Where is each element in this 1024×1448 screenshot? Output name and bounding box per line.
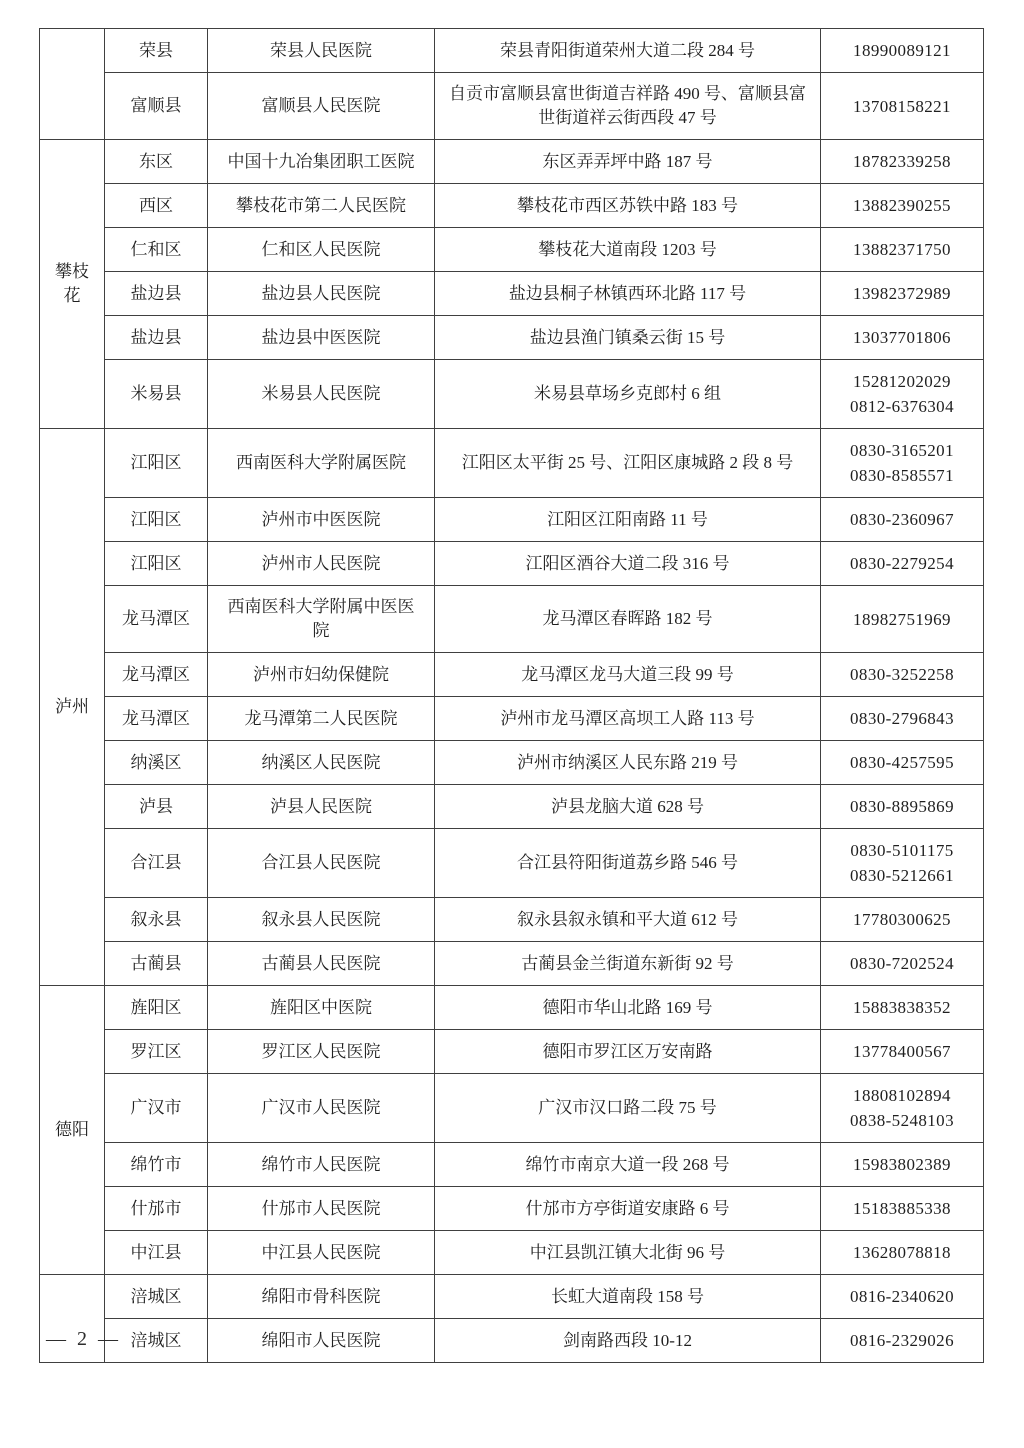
hospital-cell: 广汉市人民医院 xyxy=(208,1074,435,1143)
hospital-cell: 龙马潭第二人民医院 xyxy=(208,697,435,741)
address-cell: 龙马潭区龙马大道三段 99 号 xyxy=(435,653,821,697)
hospital-table-body xyxy=(40,29,984,1363)
district-cell: 盐边县 xyxy=(105,316,208,360)
phone-line: 13882390255 xyxy=(853,196,951,215)
phone-cell xyxy=(821,1030,984,1074)
phone-cell xyxy=(821,228,984,272)
city-cell: 攀枝花 xyxy=(40,140,105,429)
address-cell: 泸州市龙马潭区高坝工人路 113 号 xyxy=(435,697,821,741)
phone-cell xyxy=(821,1231,984,1275)
address-cell: 攀枝花大道南段 1203 号 xyxy=(435,228,821,272)
hospital-cell: 富顺县人民医院 xyxy=(208,73,435,140)
phone-line: 0838-5248103 xyxy=(850,1111,954,1130)
phone-cell xyxy=(821,942,984,986)
hospital-cell: 纳溪区人民医院 xyxy=(208,741,435,785)
table-row xyxy=(40,498,984,542)
district-cell: 江阳区 xyxy=(105,498,208,542)
table-row xyxy=(40,228,984,272)
phone-cell xyxy=(821,1187,984,1231)
district-cell: 东区 xyxy=(105,140,208,184)
address-cell: 广汉市汉口路二段 75 号 xyxy=(435,1074,821,1143)
table-row xyxy=(40,898,984,942)
hospital-cell: 泸县人民医院 xyxy=(208,785,435,829)
phone-cell xyxy=(821,586,984,653)
phone-line: 0830-5212661 xyxy=(850,866,954,885)
district-cell: 仁和区 xyxy=(105,228,208,272)
table-row xyxy=(40,360,984,429)
phone-cell xyxy=(821,785,984,829)
table-row xyxy=(40,429,984,498)
table-row xyxy=(40,316,984,360)
phone-line: 13708158221 xyxy=(853,96,951,116)
hospital-table xyxy=(39,28,984,1363)
phone-line: 0816-2329026 xyxy=(850,1331,954,1350)
hospital-cell: 荣县人民医院 xyxy=(208,29,435,73)
district-cell: 江阳区 xyxy=(105,542,208,586)
city-cell xyxy=(40,29,105,140)
district-cell: 泸县 xyxy=(105,785,208,829)
district-cell: 旌阳区 xyxy=(105,986,208,1030)
phone-cell xyxy=(821,140,984,184)
hospital-cell: 旌阳区中医院 xyxy=(208,986,435,1030)
hospital-cell: 西南医科大学附属医院 xyxy=(208,429,435,498)
address-cell: 绵竹市南京大道一段 268 号 xyxy=(435,1143,821,1187)
table-row xyxy=(40,1074,984,1143)
district-cell: 荣县 xyxy=(105,29,208,73)
table-row xyxy=(40,1319,984,1363)
address-cell: 米易县草场乡克郎村 6 组 xyxy=(435,360,821,429)
district-cell: 龙马潭区 xyxy=(105,653,208,697)
phone-line: 18808102894 xyxy=(853,1086,951,1105)
address-cell: 攀枝花市西区苏铁中路 183 号 xyxy=(435,184,821,228)
hospital-cell: 绵阳市骨科医院 xyxy=(208,1275,435,1319)
phone-cell xyxy=(821,653,984,697)
table-row xyxy=(40,29,984,73)
phone-cell xyxy=(821,498,984,542)
table-row xyxy=(40,1143,984,1187)
phone-cell xyxy=(821,1275,984,1319)
phone-line: 13982372989 xyxy=(853,284,951,303)
district-cell: 涪城区 xyxy=(105,1319,208,1363)
city-cell: 德阳 xyxy=(40,986,105,1275)
address-cell: 叙永县叙永镇和平大道 612 号 xyxy=(435,898,821,942)
phone-line: 18982751969 xyxy=(853,609,951,629)
table-row xyxy=(40,542,984,586)
phone-line: 17780300625 xyxy=(853,910,951,929)
district-cell: 合江县 xyxy=(105,829,208,898)
hospital-cell: 仁和区人民医院 xyxy=(208,228,435,272)
table-row xyxy=(40,1275,984,1319)
hospital-cell: 罗江区人民医院 xyxy=(208,1030,435,1074)
address-cell: 合江县符阳街道荔乡路 546 号 xyxy=(435,829,821,898)
hospital-cell: 米易县人民医院 xyxy=(208,360,435,429)
address-cell: 德阳市华山北路 169 号 xyxy=(435,986,821,1030)
address-cell: 长虹大道南段 158 号 xyxy=(435,1275,821,1319)
address-cell: 泸县龙脑大道 628 号 xyxy=(435,785,821,829)
phone-cell xyxy=(821,829,984,898)
hospital-cell: 什邡市人民医院 xyxy=(208,1187,435,1231)
address-cell: 江阳区江阳南路 11 号 xyxy=(435,498,821,542)
phone-cell xyxy=(821,986,984,1030)
table-row xyxy=(40,184,984,228)
phone-cell xyxy=(821,360,984,429)
table-row xyxy=(40,1030,984,1074)
district-cell: 广汉市 xyxy=(105,1074,208,1143)
hospital-cell: 西南医科大学附属中医医院 xyxy=(208,586,435,653)
district-cell: 富顺县 xyxy=(105,73,208,140)
city-cell: 泸州 xyxy=(40,429,105,986)
address-cell: 东区弄弄坪中路 187 号 xyxy=(435,140,821,184)
table-row xyxy=(40,986,984,1030)
phone-line: 13628078818 xyxy=(853,1243,951,1262)
phone-line: 13882371750 xyxy=(853,240,951,259)
phone-cell xyxy=(821,1319,984,1363)
table-row xyxy=(40,73,984,140)
phone-cell xyxy=(821,429,984,498)
phone-line: 0816-2340620 xyxy=(850,1287,954,1306)
table-row xyxy=(40,829,984,898)
phone-line: 18990089121 xyxy=(853,41,951,60)
table-row xyxy=(40,272,984,316)
district-cell: 米易县 xyxy=(105,360,208,429)
phone-line: 0830-7202524 xyxy=(850,954,954,973)
phone-cell xyxy=(821,29,984,73)
address-cell: 荣县青阳街道荣州大道二段 284 号 xyxy=(435,29,821,73)
hospital-cell: 中江县人民医院 xyxy=(208,1231,435,1275)
phone-line: 0830-3165201 xyxy=(850,441,954,460)
hospital-cell: 绵竹市人民医院 xyxy=(208,1143,435,1187)
hospital-cell: 盐边县人民医院 xyxy=(208,272,435,316)
district-cell: 西区 xyxy=(105,184,208,228)
address-cell: 德阳市罗江区万安南路 xyxy=(435,1030,821,1074)
table-row xyxy=(40,942,984,986)
hospital-cell: 泸州市人民医院 xyxy=(208,542,435,586)
district-cell: 什邡市 xyxy=(105,1187,208,1231)
table-row xyxy=(40,1231,984,1275)
phone-line: 0812-6376304 xyxy=(850,397,954,416)
district-cell: 纳溪区 xyxy=(105,741,208,785)
phone-cell xyxy=(821,272,984,316)
hospital-cell: 古蔺县人民医院 xyxy=(208,942,435,986)
district-cell: 古蔺县 xyxy=(105,942,208,986)
phone-line: 0830-2360967 xyxy=(850,510,954,529)
address-cell: 古蔺县金兰街道东新街 92 号 xyxy=(435,942,821,986)
page-number: — 2 — xyxy=(46,1328,121,1350)
hospital-cell: 盐边县中医医院 xyxy=(208,316,435,360)
hospital-cell: 中国十九冶集团职工医院 xyxy=(208,140,435,184)
phone-line: 15183885338 xyxy=(853,1199,951,1218)
table-row xyxy=(40,697,984,741)
phone-line: 15983802389 xyxy=(853,1155,951,1174)
address-cell: 江阳区酒谷大道二段 316 号 xyxy=(435,542,821,586)
phone-cell xyxy=(821,73,984,140)
phone-cell xyxy=(821,184,984,228)
address-cell: 剑南路西段 10-12 xyxy=(435,1319,821,1363)
table-row xyxy=(40,586,984,653)
district-cell: 盐边县 xyxy=(105,272,208,316)
table-row xyxy=(40,653,984,697)
phone-line: 15281202029 xyxy=(853,372,951,391)
district-cell: 龙马潭区 xyxy=(105,586,208,653)
table-row xyxy=(40,1187,984,1231)
district-cell: 涪城区 xyxy=(105,1275,208,1319)
address-cell: 盐边县渔门镇桑云街 15 号 xyxy=(435,316,821,360)
phone-line: 0830-8585571 xyxy=(850,466,954,485)
address-cell: 自贡市富顺县富世街道吉祥路 490 号、富顺县富世街道祥云街西段 47 号 xyxy=(435,73,821,140)
phone-line: 0830-2796843 xyxy=(850,709,954,728)
phone-cell xyxy=(821,697,984,741)
table-row xyxy=(40,785,984,829)
phone-line: 15883838352 xyxy=(853,998,951,1017)
address-cell: 江阳区太平街 25 号、江阳区康城路 2 段 8 号 xyxy=(435,429,821,498)
phone-cell xyxy=(821,316,984,360)
address-cell: 盐边县桐子林镇西环北路 117 号 xyxy=(435,272,821,316)
district-cell: 罗江区 xyxy=(105,1030,208,1074)
district-cell: 绵竹市 xyxy=(105,1143,208,1187)
address-cell: 泸州市纳溪区人民东路 219 号 xyxy=(435,741,821,785)
address-cell: 中江县凯江镇大北街 96 号 xyxy=(435,1231,821,1275)
district-cell: 中江县 xyxy=(105,1231,208,1275)
phone-line: 13778400567 xyxy=(853,1042,951,1061)
address-cell: 龙马潭区春晖路 182 号 xyxy=(435,586,821,653)
district-cell: 龙马潭区 xyxy=(105,697,208,741)
district-cell: 江阳区 xyxy=(105,429,208,498)
phone-cell xyxy=(821,741,984,785)
hospital-cell: 泸州市妇幼保健院 xyxy=(208,653,435,697)
hospital-cell: 合江县人民医院 xyxy=(208,829,435,898)
phone-line: 13037701806 xyxy=(853,328,951,347)
hospital-cell: 绵阳市人民医院 xyxy=(208,1319,435,1363)
table-row xyxy=(40,741,984,785)
phone-line: 0830-4257595 xyxy=(850,753,954,772)
address-cell: 什邡市方亭街道安康路 6 号 xyxy=(435,1187,821,1231)
phone-line: 0830-2279254 xyxy=(850,554,954,573)
hospital-cell: 泸州市中医医院 xyxy=(208,498,435,542)
table-row xyxy=(40,140,984,184)
phone-line: 0830-5101175 xyxy=(850,841,954,860)
phone-cell xyxy=(821,1074,984,1143)
hospital-cell: 叙永县人民医院 xyxy=(208,898,435,942)
hospital-cell: 攀枝花市第二人民医院 xyxy=(208,184,435,228)
phone-cell xyxy=(821,542,984,586)
phone-line: 18782339258 xyxy=(853,152,951,171)
district-cell: 叙永县 xyxy=(105,898,208,942)
phone-cell xyxy=(821,1143,984,1187)
phone-line: 0830-3252258 xyxy=(850,665,954,684)
phone-line: 0830-8895869 xyxy=(850,797,954,816)
phone-cell xyxy=(821,898,984,942)
